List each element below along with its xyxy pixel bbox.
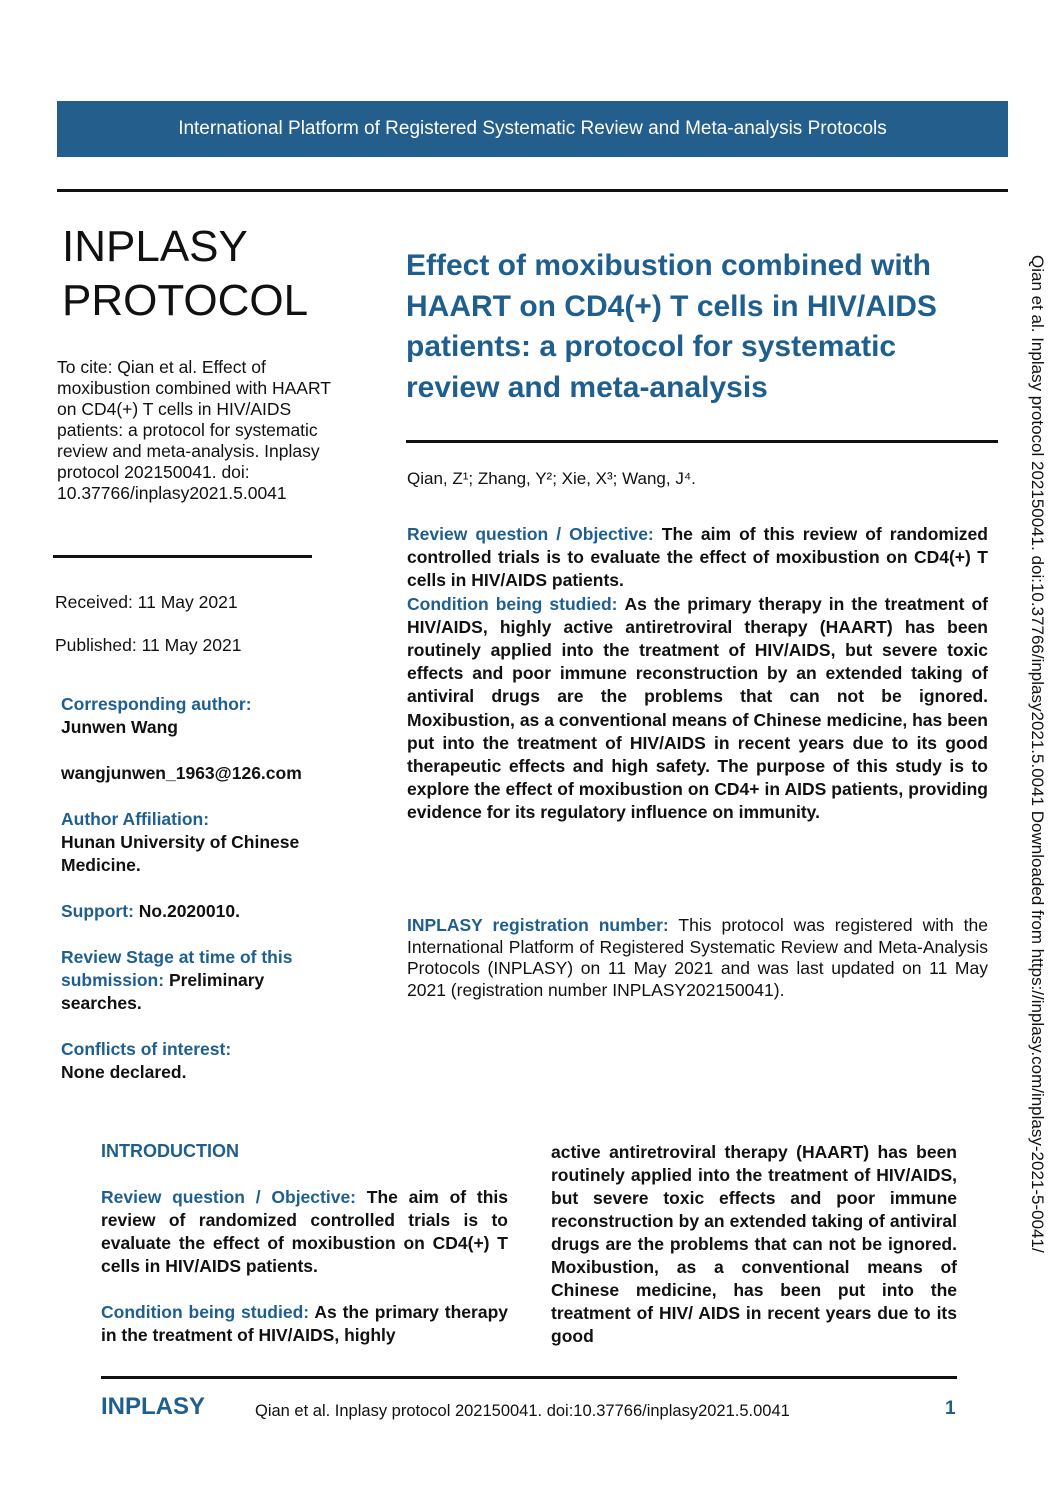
abstract: Review question / Objective: The aim of this review of randomized controlled trials is to evaluate the effect of moxibustion on CD4(+) T cells in HIV/AIDS patients. Condition being studied: As the primary therapy in the treatment of HIV/AIDS, highly active antiretroviral therapy (HAART) has been routinely applied into the treatment of HIV/AIDS, but severe toxic effects and poor immune reconstruction by an extended taking of antiviral drugs are the problems that can not be ignored. Moxibustion, as a conventional means of Chinese medicine, has been put into the treatment of HIV/AIDS in recent years due to its good therapeutic effects and high safety. The purpose of this study is to explore the effect of moxibustion on CD4+ in AIDS patients, providing evidence for its regulatory influence on immunity. <box>407 524 988 823</box>
abstract-rq: The aim of this review of randomized controlled trials is to evaluate the effect of moxibustion on CD4(+) T cells in HIV/AIDS patients. <box>407 524 988 591</box>
brand-title: INPLASY PROTOCOL <box>62 222 309 325</box>
support: Support: No.2020010. <box>61 901 240 921</box>
corresponding-name: Junwen Wang <box>61 717 178 737</box>
side-citation: Qian et al. Inplasy protocol 202150041. doi:10.37766/inplasy2021.5.0041 Downloaded from https://inplasy.com/inplasy-2021-5-0041/ <box>1028 255 1047 1253</box>
top-rule <box>57 189 1008 192</box>
citation-rule <box>53 555 312 558</box>
affiliation-label: Author Affiliation: <box>61 809 210 829</box>
affiliation: Hunan University of Chinese Medicine. <box>61 832 300 875</box>
citation: To cite: Qian et al. Effect of moxibustion combined with HAART on CD4(+) T cells in HIV/AIDS patients: a protocol for systematic review and meta-analysis. Inplasy protocol 202150041. doi: 10.37766/inplasy2021.5.0041 <box>57 357 331 503</box>
header-banner <box>57 101 1008 157</box>
author-info: Corresponding author: Junwen Wang wangjunwen_1963@126.com Author Affiliation: Hunan University of Chinese Medicine. Support: No.2020010. Review Stage at time of this submission: Preliminary searches. Conflicts of interest: None declared. <box>61 693 351 1084</box>
conflicts: None declared. <box>61 1062 187 1082</box>
banner-text: International Platform of Registered Systematic Review and Meta-analysis Protocols <box>178 118 887 139</box>
received-date: Received: 11 May 2021 <box>55 592 238 612</box>
footer-logo: INPLASY <box>101 1393 206 1420</box>
corresponding-label: Corresponding author: <box>61 694 252 714</box>
page-number: 1 <box>945 1398 956 1419</box>
authors: Qian, Z¹; Zhang, Y²; Xie, X³; Wang, J⁴. <box>407 469 696 488</box>
paper-title: Effect of moxibustion combined with HAART on CD4(+) T cells in HIV/AIDS patients: a protocol for systematic review and meta-analysis <box>406 249 937 404</box>
registration: INPLASY registration number: This protocol was registered with the International Platform of Registered Systematic Review and Meta-Analysis Protocols (INPLASY) on 11 May 2021 and was last updated on 11 May 2021 (registration number INPLASY202150041). <box>407 915 988 1000</box>
intro-right-column: active antiretroviral therapy (HAART) has been routinely applied into the treatment of HIV/AIDS, but severe toxic effects and poor immune reconstruction by an extended taking of antiviral drugs are the problems that can not be ignored. Moxibustion, as a conventional means of Chinese medicine, has been put into the treatment of HIV/ AIDS in recent years due to its good <box>551 1142 957 1346</box>
stage-label: Review Stage at time of this <box>61 947 293 967</box>
title-rule <box>406 440 998 443</box>
conflicts-label: Conflicts of interest: <box>61 1039 232 1059</box>
abstract-condition: As the primary therapy in the treatment of HIV/AIDS, highly active antiretroviral therapy (HAART) has been routinely applied into the treatment of HIV/AIDS, but severe toxic effects and poor immune reconstruction by an extended taking of antiviral drugs are the problems that can not be ignored. Moxibustion, as a conventional means of Chinese medicine, has been put into the treatment of HIV/AIDS in recent years due to its good therapeutic effects and high safety. The purpose of this study is to explore the effect of moxibustion on CD4+ in AIDS patients, providing evidence for its regulatory influence on immunity. <box>407 593 988 823</box>
introduction-heading: INTRODUCTION <box>101 1141 239 1161</box>
email[interactable]: wangjunwen_1963@126.com <box>61 763 302 783</box>
footer-rule <box>101 1376 957 1379</box>
published-date: Published: 11 May 2021 <box>55 635 242 655</box>
intro-left-column: Review question / Objective: The aim of this review of randomized controlled trials is to evaluate the effect of moxibustion on CD4(+) T cells in HIV/AIDS patients. Condition being studied: As the primary therapy in the treatment of HIV/AIDS, highly <box>101 1187 509 1345</box>
stage-value: submission: Preliminary <box>61 970 265 990</box>
registration-text: This protocol was registered with the International Platform of Registered Systematic Review and Meta-Analysis Protocols (INPLASY) on 11 May 2021 and was last updated on 11 May 2021 (registration number INPLASY202150041). <box>407 915 988 1000</box>
footer-citation: Qian et al. Inplasy protocol 202150041. doi:10.37766/inplasy2021.5.0041 <box>255 1402 790 1420</box>
